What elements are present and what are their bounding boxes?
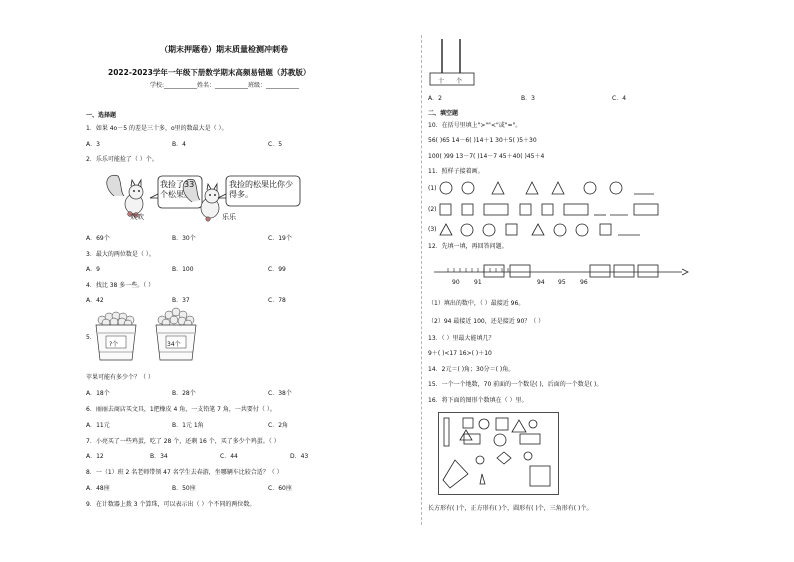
student-info-line: 学校:___________姓名：___________班级：___________ — [150, 82, 300, 89]
q9-option-a[interactable]: A．2 — [428, 95, 442, 102]
question-15[interactable]: 15．一个一个地数，70 前面的一个数是( )，后面的一个数是( )。 — [428, 381, 603, 388]
square-icon — [462, 204, 473, 215]
question-5: 苹果可能有多少个？（ ） — [86, 374, 154, 381]
basket-right-icon — [156, 308, 196, 360]
name-lele: 乐乐 — [222, 213, 236, 221]
abacus-label-tens: 十 — [438, 78, 445, 85]
bubble-right-text: 我捡的松果比你少得多。 — [229, 180, 293, 199]
column-divider — [421, 35, 422, 525]
q2-option-b[interactable]: B．30个 — [172, 235, 196, 242]
bubble-left-text: 我捡了33个松果。 — [160, 180, 195, 199]
question-5-number: 5． — [86, 334, 96, 341]
triangle-icon — [492, 182, 504, 194]
section-choice-title: 一、选择题 — [86, 112, 117, 119]
number-box — [484, 265, 504, 277]
question-6: 6．丽丽去商店买文具，1把橡皮 4 角，一支铅笔 7 角，一共要付（ ）。 — [86, 406, 276, 413]
q8-option-c[interactable]: C．60座 — [268, 485, 292, 492]
q2-option-c[interactable]: C．19个 — [268, 235, 292, 242]
rectangle-icon — [564, 204, 588, 215]
square-icon — [506, 224, 517, 235]
section-fill-title: 二、填空题 — [428, 110, 459, 117]
page-title: （期末押题卷）期末质量检测冲刺卷 — [160, 45, 288, 54]
q10-row-2[interactable]: 100( )99 13－7( )14－7 45＋40( )45＋4 — [428, 153, 545, 160]
q1-option-a[interactable]: A．3 — [86, 141, 100, 148]
q2-option-a[interactable]: A．69个 — [86, 235, 110, 242]
q8-option-b[interactable]: B．50座 — [172, 485, 196, 492]
number-line-label-94: 94 — [537, 279, 545, 286]
question-12: 12．先填一填，再回答问题。 — [428, 243, 508, 250]
arrow-right-icon — [682, 269, 688, 275]
circle-icon — [461, 224, 473, 236]
q1-option-c[interactable]: C．5 — [268, 141, 283, 148]
q9-option-b[interactable]: B．3 — [521, 95, 535, 102]
q13-row[interactable]: 9＋( )<17 16>( )＋10 — [428, 350, 492, 357]
number-box — [614, 265, 634, 277]
q7-option-d[interactable]: D．43 — [290, 453, 309, 460]
pattern-row-3-label: (3) — [428, 226, 437, 233]
triangle-icon — [440, 224, 452, 235]
question-7: 7．小亮买了一些鸡蛋，吃了 28 个，还剩 16 个，买了多少个鸡蛋。（ ） — [86, 438, 280, 445]
q3-option-c[interactable]: C．99 — [268, 266, 286, 273]
pattern-shapes — [436, 178, 676, 242]
q5-option-a[interactable]: A．18个 — [86, 390, 110, 397]
question-4: 4．找比 38 多一些。（ ） — [86, 282, 155, 289]
number-box — [638, 265, 658, 277]
circle-icon — [554, 224, 566, 236]
number-line-label-96: 96 — [580, 279, 588, 286]
triangle-icon — [552, 182, 564, 194]
question-9: 9．在计数器上拨 3 个算珠，可以表示出（ ）个不同的两位数。 — [86, 501, 256, 508]
q7-option-b[interactable]: B．34 — [150, 453, 168, 460]
q6-option-c[interactable]: C．2角 — [268, 422, 289, 429]
q6-option-a[interactable]: A．11元 — [86, 422, 110, 429]
pattern-row-1-label: (1) — [428, 185, 437, 192]
q5-option-c[interactable]: C．38个 — [268, 390, 292, 397]
basket-right-label: 34个 — [167, 341, 181, 348]
circle-icon — [584, 182, 596, 194]
q4-option-c[interactable]: C．78 — [268, 297, 286, 304]
circle-icon — [610, 182, 622, 194]
question-1: 1．如果 4o－5 的差是三十多，o里的数最大是（ ）。 — [86, 125, 228, 132]
q7-option-c[interactable]: C．44 — [220, 453, 238, 460]
rectangle-icon — [634, 204, 658, 215]
name-huanhuan: 欢欢 — [130, 213, 144, 221]
question-8: 8．一（1）班 2 名老师带领 47 名学生去春游，坐哪辆车比较合适？（ ） — [86, 469, 283, 476]
pattern-row-2-label: (2) — [428, 206, 437, 213]
question-13: 13．（ ）里最大能填几？ — [428, 335, 495, 342]
basket-left-label: ?个 — [109, 341, 119, 348]
question-16: 16．将下面的图形个数填在（ ）里。 — [428, 397, 528, 404]
circle-icon — [440, 182, 452, 194]
circle-icon — [576, 224, 588, 236]
square-icon — [600, 224, 611, 235]
question-14[interactable]: 14．2元＝( )角；30分＝( )角。 — [428, 366, 515, 373]
abacus-icon — [428, 35, 478, 91]
number-box — [510, 265, 530, 277]
number-line-label-90: 90 — [452, 279, 460, 286]
square-icon — [440, 204, 451, 215]
triangle-icon — [526, 182, 538, 194]
q4-option-a[interactable]: A．42 — [86, 297, 104, 304]
number-line-label-91: 91 — [474, 279, 482, 286]
page-subtitle: 2022-2023学年一年级下册数学期末高频易错题（苏教版） — [108, 68, 311, 77]
square-icon — [542, 204, 553, 215]
number-line-label-95: 95 — [558, 279, 566, 286]
question-12-2: （2）94 最接近 100，还是接近 90？（ ） — [428, 318, 545, 325]
basket-left-icon — [96, 312, 136, 360]
q5-option-b[interactable]: B．28个 — [172, 390, 196, 397]
number-box — [590, 265, 610, 277]
q7-option-a[interactable]: A．12 — [86, 453, 104, 460]
question-16-answer[interactable]: 长方形有( )个，正方形有( )个，圆形有( )个，三角形有( )个。 — [428, 505, 593, 512]
triangle-icon — [532, 224, 544, 235]
q9-option-c[interactable]: C．4 — [612, 95, 627, 102]
rectangle-icon — [484, 204, 508, 215]
circle-icon — [483, 224, 495, 236]
q3-option-a[interactable]: A．9 — [86, 266, 100, 273]
abacus-label-ones: 个 — [456, 78, 463, 85]
q8-option-a[interactable]: A．48座 — [86, 485, 110, 492]
square-icon — [520, 204, 531, 215]
apple-baskets-illustration — [92, 308, 212, 366]
question-2: 2．乐乐可能捡了（ ）个。 — [86, 156, 158, 163]
question-3: 3．最大的两位数是（ ）。 — [86, 251, 155, 258]
shapes-box — [438, 412, 560, 496]
q10-row-1[interactable]: 56( )65 14－6( )14＋1 30＋5( )5＋30 — [428, 137, 537, 144]
q3-option-b[interactable]: B．100 — [172, 266, 194, 273]
q1-option-b[interactable]: B．4 — [172, 141, 186, 148]
question-12-1: （1）填出的数中，（ ）最接近 96。 — [428, 300, 525, 307]
circle-icon — [462, 182, 474, 194]
q4-option-b[interactable]: B．37 — [172, 297, 190, 304]
question-10: 10．在括号里填上">""<"或"="。 — [428, 122, 522, 129]
q6-option-b[interactable]: B．1元 1角 — [172, 422, 204, 429]
question-11: 11．照样子接着画。 — [428, 168, 484, 175]
